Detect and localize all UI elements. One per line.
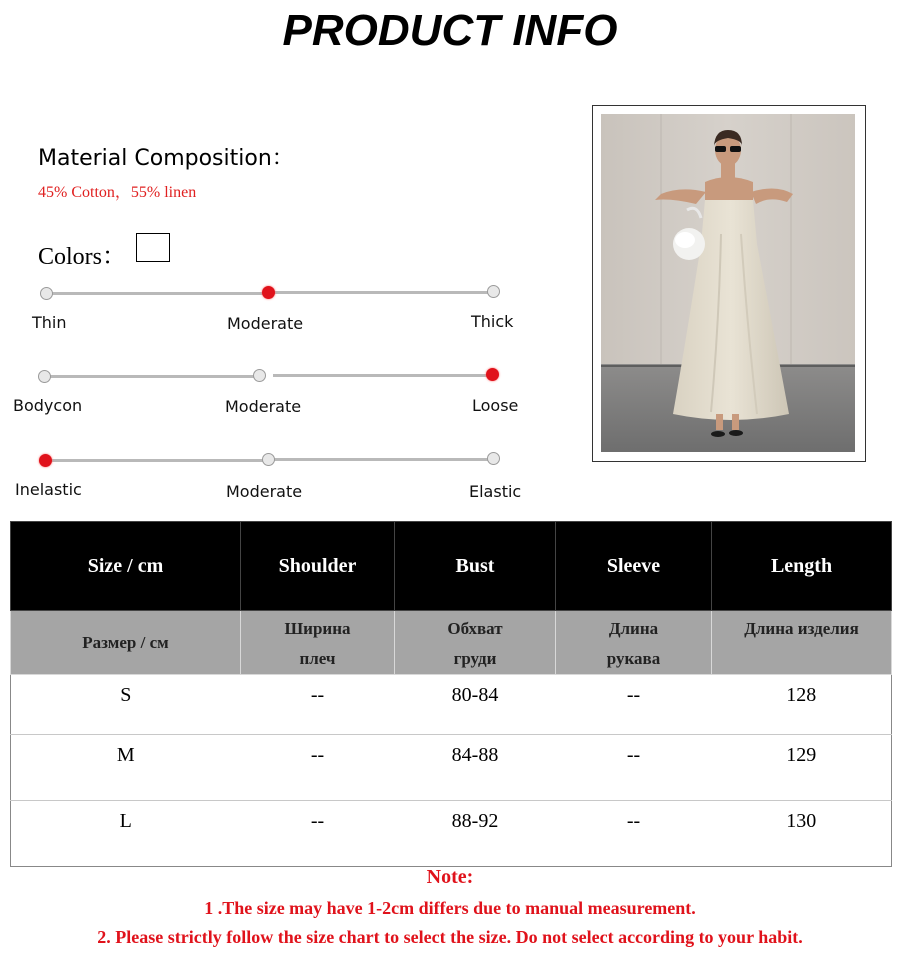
scale-dot-moderate (262, 286, 275, 299)
scale-track (270, 458, 494, 461)
colors-label: Colors： (38, 244, 127, 270)
cell-sleeve: -- (556, 801, 712, 867)
header-size: Size / cm (11, 522, 241, 611)
scale-label-moderate: Moderate (226, 482, 303, 501)
scale-dot-thick (487, 285, 500, 298)
note-title: Note: (426, 866, 474, 888)
table-header-row (11, 522, 892, 611)
table-subheader-row (11, 611, 892, 675)
subheader-bust (395, 611, 556, 675)
subheader-text: рукава (606, 649, 661, 668)
material-value: 45% Cotton，55% linen (38, 184, 197, 201)
cell-length: 129 (712, 735, 892, 801)
scale-label-thin: Thin (32, 313, 67, 332)
scale-label-moderate: Moderate (227, 314, 304, 333)
scale-dot-thin (40, 287, 53, 300)
model-illustration (601, 114, 855, 452)
scale-dot-bodycon (38, 370, 51, 383)
cell-bust: 84-88 (395, 735, 556, 801)
cell-size: M (11, 735, 241, 801)
scale-dot-loose (486, 368, 499, 381)
note-line-1: 1 .The size may have 1-2cm differs due to manual measurement. (204, 898, 696, 918)
subheader-text: Обхват (447, 619, 503, 638)
scale-label-thick: Thick (471, 312, 514, 331)
scale-label-inelastic: Inelastic (15, 480, 82, 499)
subheader-text: Длина (608, 619, 659, 638)
cell-length: 128 (712, 675, 892, 735)
cell-shoulder: -- (241, 675, 395, 735)
cell-length: 130 (712, 801, 892, 867)
scale-track (273, 374, 491, 377)
scale-dot-moderate (253, 369, 266, 382)
subheader-shoulder (241, 611, 395, 675)
note-line-2: 2. Please strictly follow the size chart to select the size. Do not select according to your habit. (97, 927, 803, 947)
color-swatch-white[interactable] (136, 233, 170, 262)
material-label: Material Composition： (38, 146, 294, 171)
header-bust: Bust (395, 522, 556, 611)
header-shoulder: Shoulder (241, 522, 395, 611)
subheader-text: плеч (299, 649, 336, 668)
subheader-text: Длина изделия (744, 619, 859, 638)
scale-track (46, 459, 268, 462)
cell-shoulder: -- (241, 735, 395, 801)
scale-track (269, 291, 494, 294)
scale-label-loose: Loose (472, 396, 519, 415)
scale-label-elastic: Elastic (469, 482, 522, 501)
cell-size: L (11, 801, 241, 867)
scale-track (46, 292, 268, 295)
product-photo (601, 114, 855, 452)
cell-bust: 88-92 (395, 801, 556, 867)
cell-sleeve: -- (556, 675, 712, 735)
header-length: Length (712, 522, 892, 611)
elasticity-scale (0, 450, 560, 520)
fit-scale (0, 366, 560, 436)
scale-dot-elastic (487, 452, 500, 465)
table-row (11, 735, 892, 801)
scale-track (46, 375, 258, 378)
scale-label-bodycon: Bodycon (13, 396, 83, 415)
thickness-scale (0, 282, 560, 352)
subheader-text: Ширина (284, 619, 351, 638)
page-title: PRODUCT INFO (282, 6, 618, 55)
subheader-text: Размер / см (82, 632, 169, 652)
cell-sleeve: -- (556, 735, 712, 801)
header-sleeve: Sleeve (556, 522, 712, 611)
subheader-size (11, 611, 241, 675)
table-row (11, 801, 892, 867)
subheader-length (712, 611, 892, 675)
scale-dot-inelastic (39, 454, 52, 467)
table-row (11, 675, 892, 735)
scale-label-moderate: Moderate (225, 397, 302, 416)
cell-bust: 80-84 (395, 675, 556, 735)
subheader-text: груди (453, 649, 497, 668)
subheader-sleeve (556, 611, 712, 675)
product-photo-frame (592, 105, 866, 462)
size-chart-table (10, 521, 892, 867)
scale-dot-moderate (262, 453, 275, 466)
cell-size: S (11, 675, 241, 735)
cell-shoulder: -- (241, 801, 395, 867)
